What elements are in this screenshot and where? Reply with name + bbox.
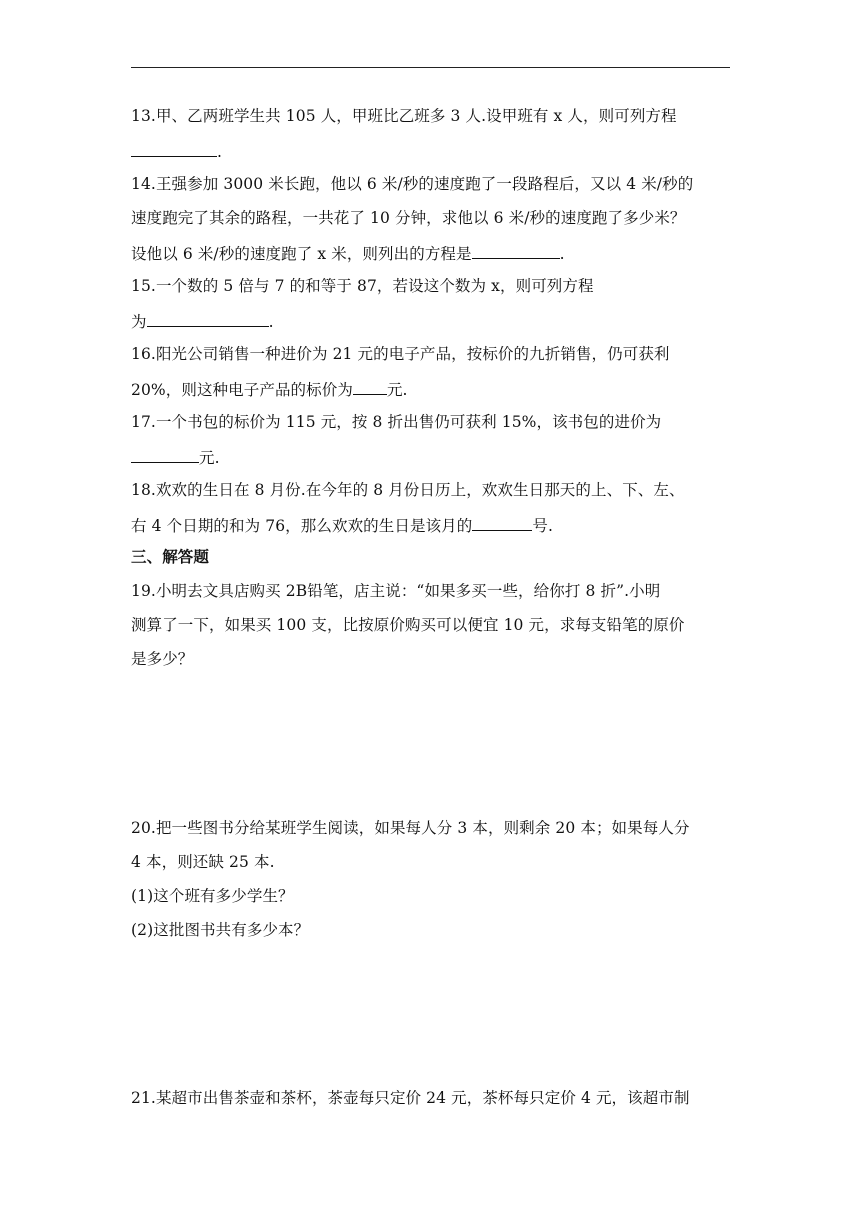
question-14-line-3 (131, 242, 565, 264)
question-15-line-1: 15.一个数的 5 倍与 7 的和等于 87，若设这个数为 x，则可列方程 (131, 277, 594, 295)
question-14-period: . (559, 245, 565, 263)
question-17-line-2 (131, 446, 220, 468)
answer-blank-15[interactable] (147, 310, 269, 327)
question-14-line-3-text: 设他以 6 米/秒的速度跑了 x 米，则列出的方程是 (131, 245, 472, 263)
question-13-line-2 (131, 140, 222, 162)
question-18-line-2 (131, 514, 553, 536)
question-16-unit: 元. (386, 381, 408, 399)
question-19-line-3: 是多少？ (131, 650, 194, 668)
question-20-line-1: 20.把一些图书分给某班学生阅读，如果每人分 3 本，则剩余 20 本；如果每人分 (131, 819, 690, 837)
answer-blank-17[interactable] (131, 446, 199, 463)
answer-blank-18[interactable] (472, 514, 532, 531)
question-16-line-2-text: 20%，则这种电子产品的标价为 (131, 381, 353, 399)
header-rule (131, 67, 730, 68)
answer-blank-13[interactable] (131, 140, 217, 157)
question-15-line-2 (131, 310, 274, 332)
question-19-line-1: 19.小明去文具店购买 2B铅笔，店主说：“如果多买一些，给你打 8 折”.小明 (131, 582, 661, 600)
question-19-line-2: 测算了一下，如果买 100 支，比按原价购买可以便宜 10 元，求每支铅笔的原价 (131, 616, 685, 634)
section-title-answers: 三、解答题 (131, 547, 210, 566)
question-14-line-1: 14.王强参加 3000 米长跑，他以 6 米/秒的速度跑了一段路程后，又以 4 米/秒的 (131, 175, 694, 193)
question-13-line-1: 13.甲、乙两班学生共 105 人，甲班比乙班多 3 人.设甲班有 x 人，则可列方程 (131, 107, 677, 125)
question-16-line-2 (131, 378, 408, 400)
question-18-line-1: 18.欢欢的生日在 8 月份.在今年的 8 月份日历上，欢欢生日那天的上、下、左、 (131, 481, 685, 499)
question-15-line-2-text: 为 (131, 313, 147, 331)
question-13-period: . (217, 143, 223, 161)
question-18-line-2-text: 右 4 个日期的和为 76，那么欢欢的生日是该月的 (131, 517, 473, 535)
question-20-subquestion-1: (1)这个班有多少学生？ (131, 887, 294, 905)
answer-blank-16[interactable] (353, 378, 387, 395)
question-21-line-1: 21.某超市出售茶壶和茶杯，茶壶每只定价 24 元，茶杯每只定价 4 元，该超市制 (131, 1089, 690, 1107)
question-17-line-1: 17.一个书包的标价为 115 元，按 8 折出售仍可获利 15%，该书包的进价为 (131, 413, 662, 431)
question-17-unit: 元. (199, 449, 220, 467)
question-14-line-2: 速度跑完了其余的路程，一共花了 10 分钟，求他以 6 米/秒的速度跑了多少米？ (131, 209, 686, 227)
question-16-line-1: 16.阳光公司销售一种进价为 21 元的电子产品，按标价的九折销售，仍可获利 (131, 345, 670, 363)
question-18-unit: 号. (532, 517, 554, 535)
question-20-line-2: 4 本，则还缺 25 本. (131, 853, 275, 871)
question-15-period: . (268, 313, 274, 331)
answer-blank-14[interactable] (472, 242, 560, 259)
question-20-subquestion-2: (2)这批图书共有多少本？ (131, 921, 310, 939)
